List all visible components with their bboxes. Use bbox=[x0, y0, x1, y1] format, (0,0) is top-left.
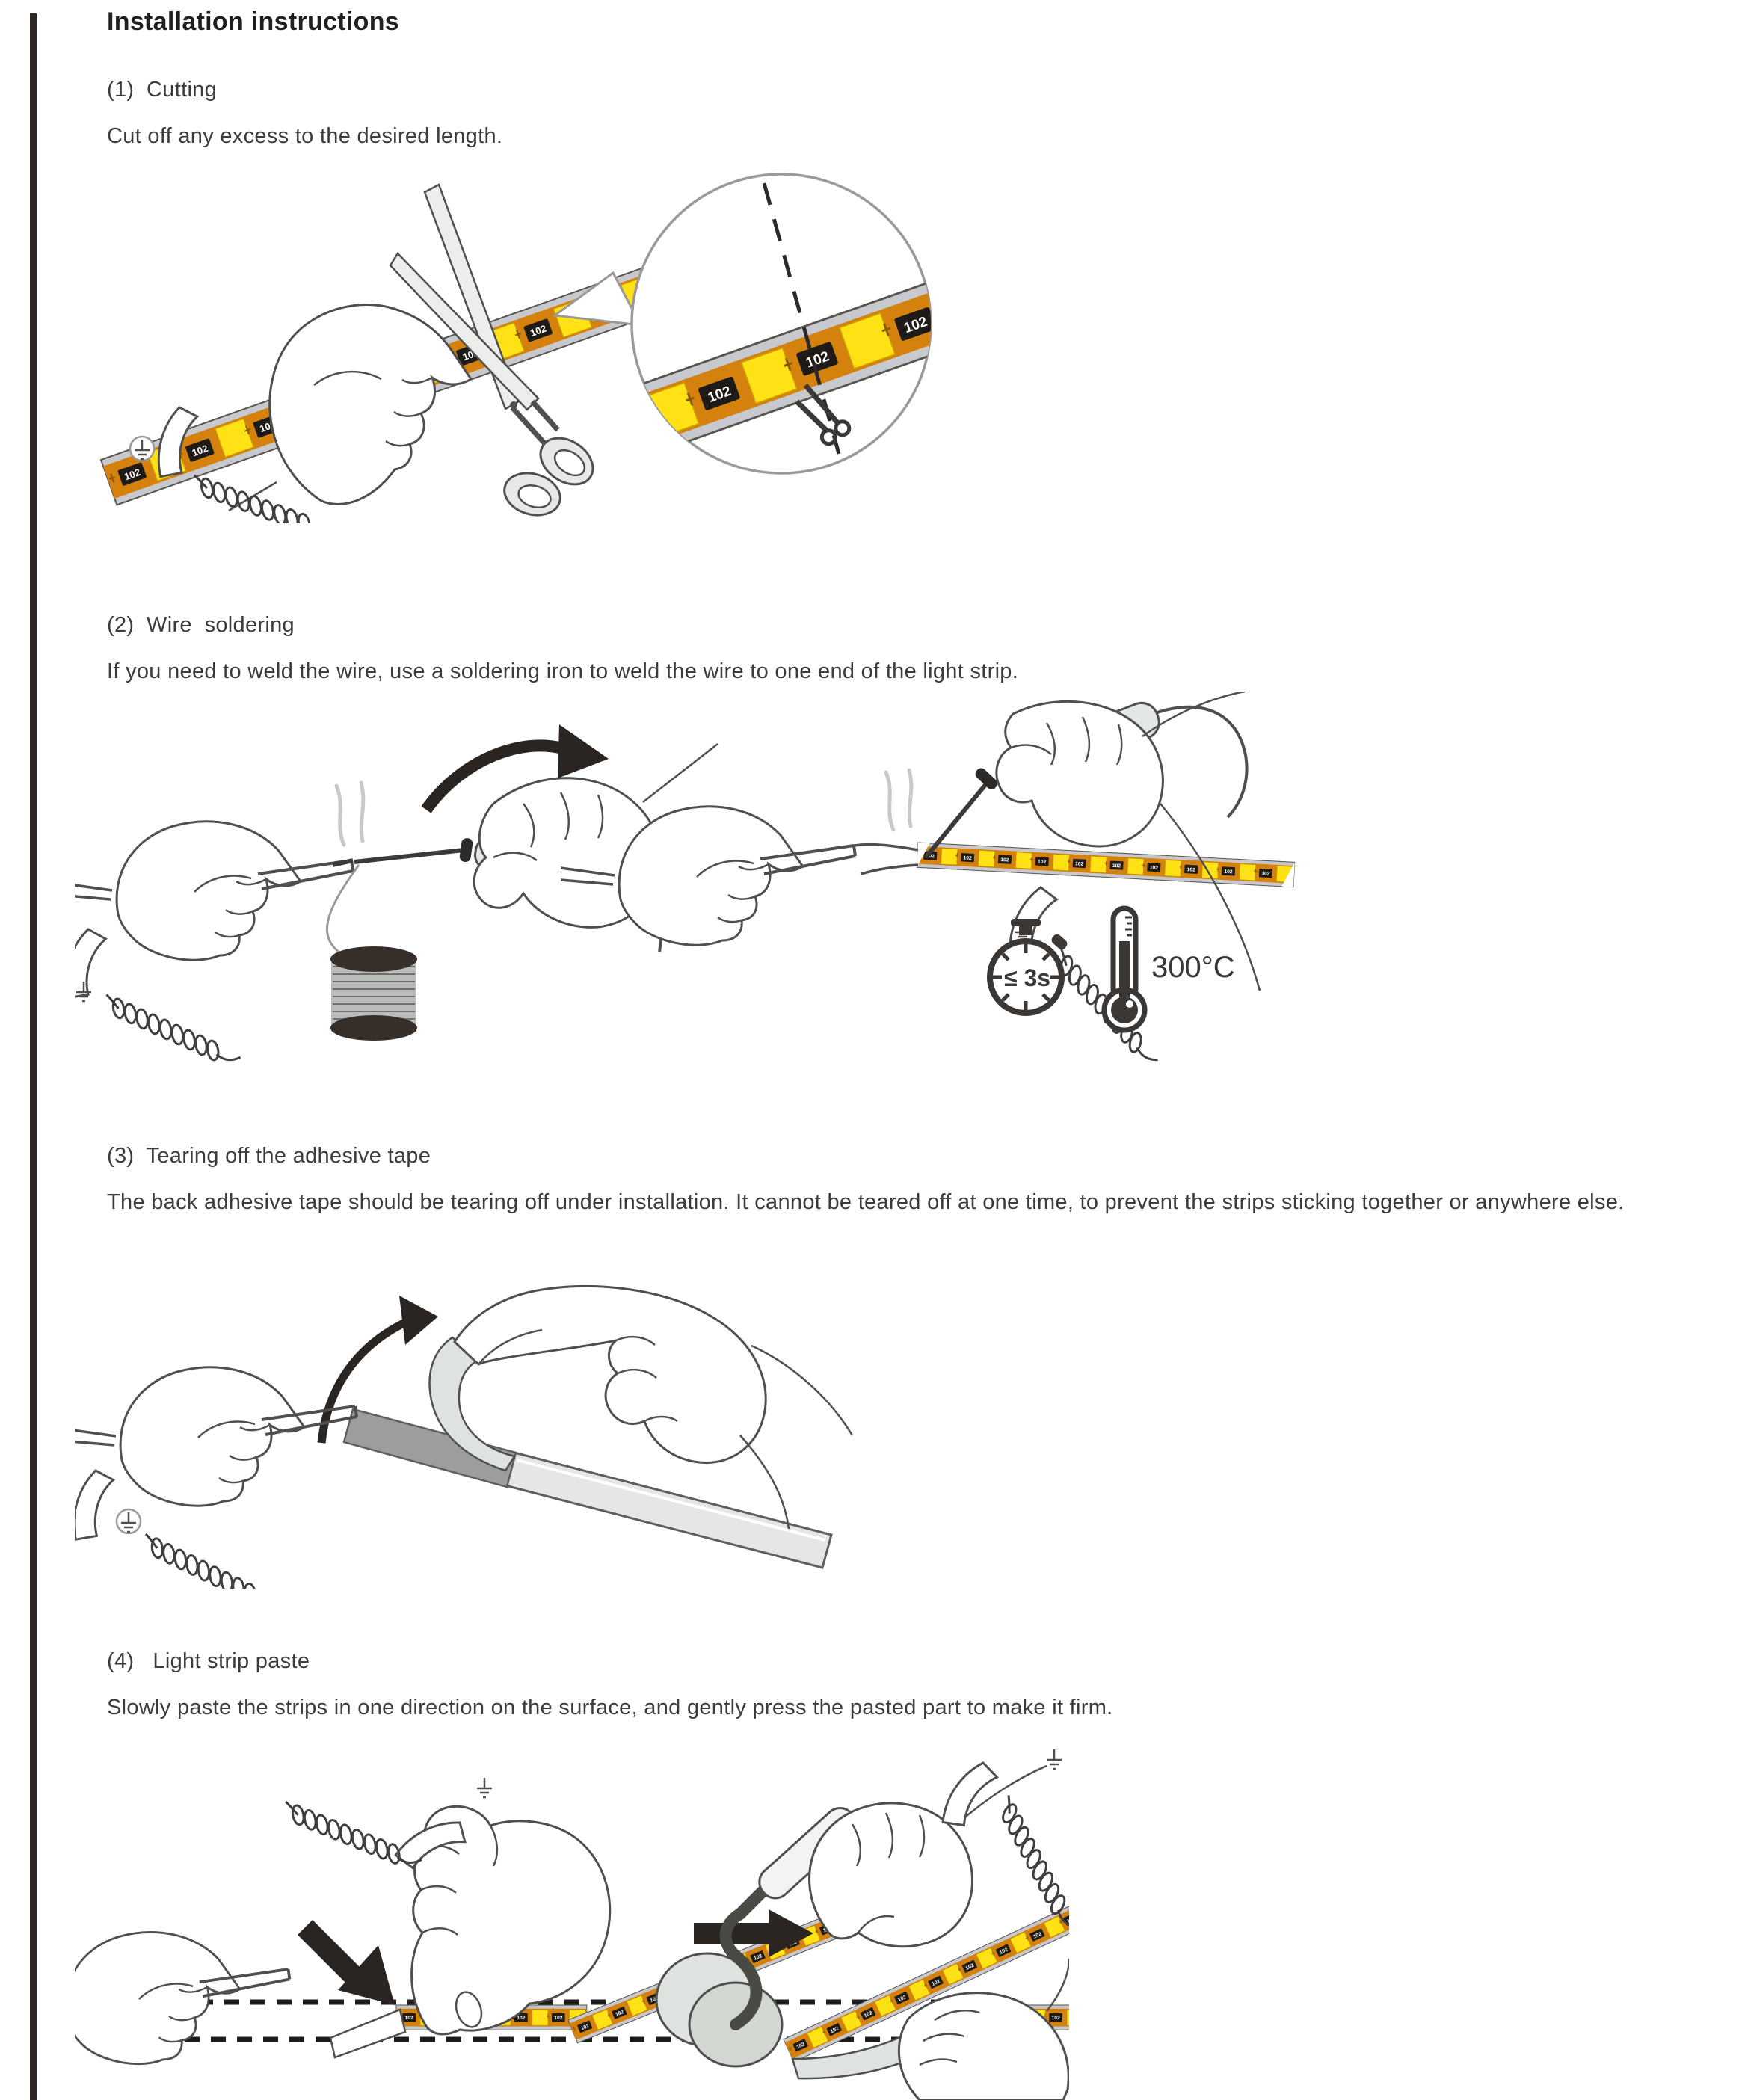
page-edge-bar bbox=[30, 13, 37, 2100]
smoke bbox=[886, 770, 911, 830]
hand bbox=[810, 1766, 1047, 1947]
section-2-heading: (2) Wire soldering bbox=[107, 613, 295, 637]
section-1-body: Cut off any excess to the desired length. bbox=[107, 124, 503, 148]
solder-temperature-label: 300°C bbox=[1151, 951, 1235, 984]
pasting-illustration bbox=[75, 1742, 1069, 2100]
hand-with-tweezers bbox=[75, 1367, 357, 1506]
paste-scene-left bbox=[75, 1778, 927, 2064]
led-strip bbox=[917, 843, 1294, 887]
soldering-illustration bbox=[75, 692, 1301, 1062]
adhesive-tape bbox=[330, 2010, 405, 2057]
down-arrow-icon bbox=[298, 1920, 395, 2005]
section-4-heading: (4) Light strip paste bbox=[107, 1649, 310, 1673]
solder-scene-right bbox=[561, 692, 1295, 1062]
wires bbox=[854, 845, 918, 874]
section-2-body: If you need to weld the wire, use a soldering iron to weld the wire to one end of the light strip. bbox=[107, 659, 1019, 683]
ground-symbol-icon bbox=[477, 1778, 492, 1797]
section-3-body: The back adhesive tape should be tearing off under installation. It cannot be teared off at one time, to prevent the strips sticking together or anywhere else. bbox=[107, 1190, 1625, 1214]
hand-with-tweezers bbox=[75, 1933, 289, 2064]
stopwatch-icon bbox=[990, 919, 1069, 1013]
page-title: Installation instructions bbox=[107, 7, 399, 36]
smoke bbox=[336, 783, 363, 845]
solder-spool bbox=[327, 865, 417, 1041]
magnifier-callout bbox=[555, 161, 942, 473]
ground-symbol-icon bbox=[130, 437, 154, 461]
ground-symbol-icon bbox=[1047, 1749, 1062, 1769]
section-4-body: Slowly paste the strips in one direction on the surface, and gently press the pasted part to make it firm. bbox=[107, 1696, 1113, 1719]
section-3-heading: (3) Tearing off the adhesive tape bbox=[107, 1144, 431, 1168]
tearing-illustration bbox=[75, 1275, 867, 1589]
ground-symbol-icon bbox=[117, 1509, 141, 1533]
cutting-illustration bbox=[90, 161, 942, 523]
hand-with-tweezers bbox=[75, 822, 353, 960]
thermometer-icon bbox=[1104, 908, 1145, 1030]
wire-end bbox=[333, 860, 353, 865]
section-1-heading: (1) Cutting bbox=[107, 78, 218, 102]
